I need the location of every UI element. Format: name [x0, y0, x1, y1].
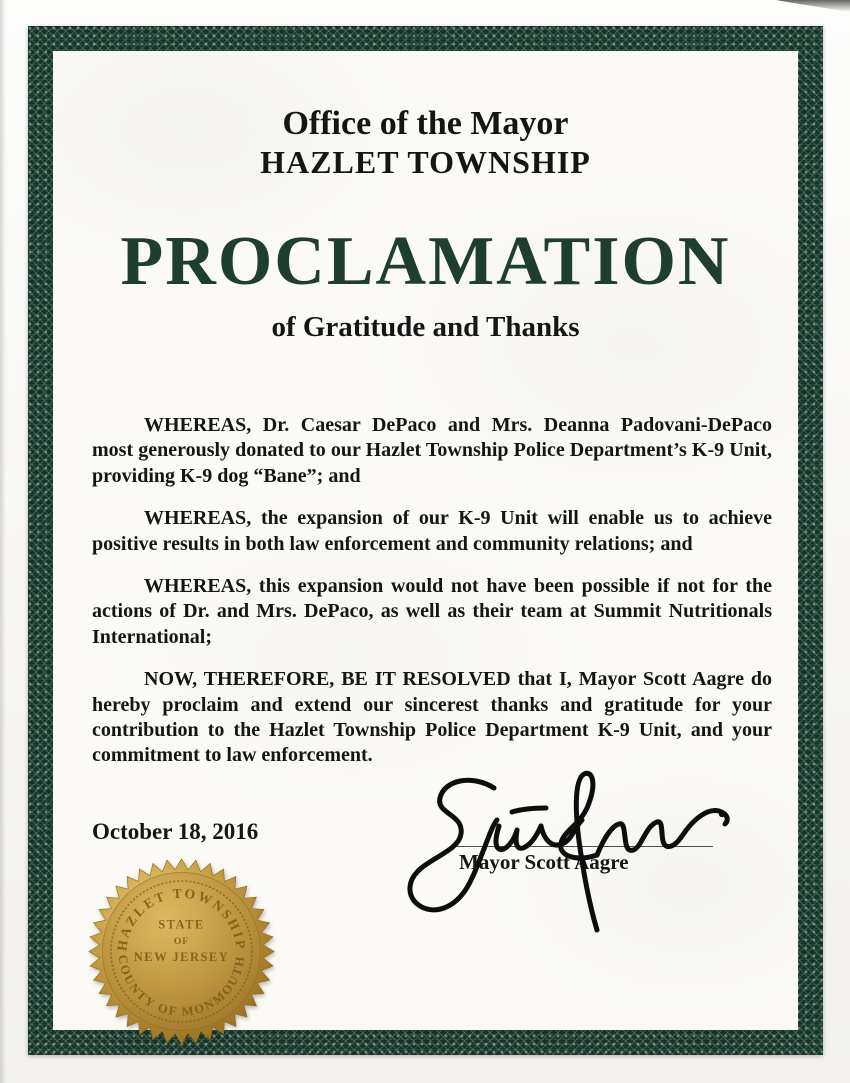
seal-center-line1: STATE	[158, 917, 205, 932]
seal-top-arc-text: HAZLET TOWNSHIP	[114, 885, 249, 952]
signature-dot	[719, 811, 725, 817]
proclamation-title: PROCLAMATION	[120, 223, 731, 300]
whereas-paragraph-3: WHEREAS, this expansion would not have been possible if not for the actions of Dr. and Mrs. DePaco, as well as their team at Summit Nutritionals International;	[92, 574, 772, 648]
signature-stroke	[410, 780, 497, 910]
seal-graphic	[85, 855, 278, 1048]
photo-corner-shadow	[776, 0, 850, 12]
proclamation-body	[92, 413, 772, 786]
signature-stroke	[512, 808, 546, 812]
certificate-paper	[53, 51, 798, 1030]
signature-stroke	[496, 826, 541, 850]
proclamation-subtitle: of Gratitude and Thanks	[271, 311, 580, 343]
signature-line	[455, 846, 713, 847]
header-township-line: HAZLET TOWNSHIP	[260, 144, 591, 180]
photo-edge-shadow	[0, 0, 6, 1083]
signature-stroke	[541, 820, 582, 845]
seal-bottom-arc-text: COUNTY OF MONMOUTH	[115, 953, 248, 1019]
seal-center-line2: OF	[173, 935, 190, 947]
signature-stroke	[561, 773, 597, 930]
signature-name: Mayor Scott Aagre	[459, 850, 629, 874]
ornamental-green-border	[28, 26, 823, 1055]
seal-center-line3: NEW JERSEY	[133, 950, 230, 965]
gold-foil-seal	[85, 855, 278, 1048]
header-office-line: Office of the Mayor	[282, 105, 569, 142]
signature-stroke	[597, 810, 727, 855]
whereas-paragraph-2: WHEREAS, the expansion of our K-9 Unit will enable us to achieve positive results in both law enforcement and community relations; and	[92, 507, 772, 555]
resolution-paragraph: NOW, THEREFORE, BE IT RESOLVED that I, Mayor Scott Aagre do hereby proclaim and extend our sincerest thanks and gratitude for your contribution to the Hazlet Township Police Department K-9 Unit, and your commitment to law enforcement.	[92, 668, 772, 767]
whereas-paragraph-1: WHEREAS, Dr. Caesar DePaco and Mrs. Deanna Padovani-DePaco most generously donated to our Hazlet Township Police Department’s K-9 Unit, providing K-9 dog “Bane”; and	[92, 414, 772, 487]
proclamation-date: October 18, 2016	[92, 819, 259, 844]
